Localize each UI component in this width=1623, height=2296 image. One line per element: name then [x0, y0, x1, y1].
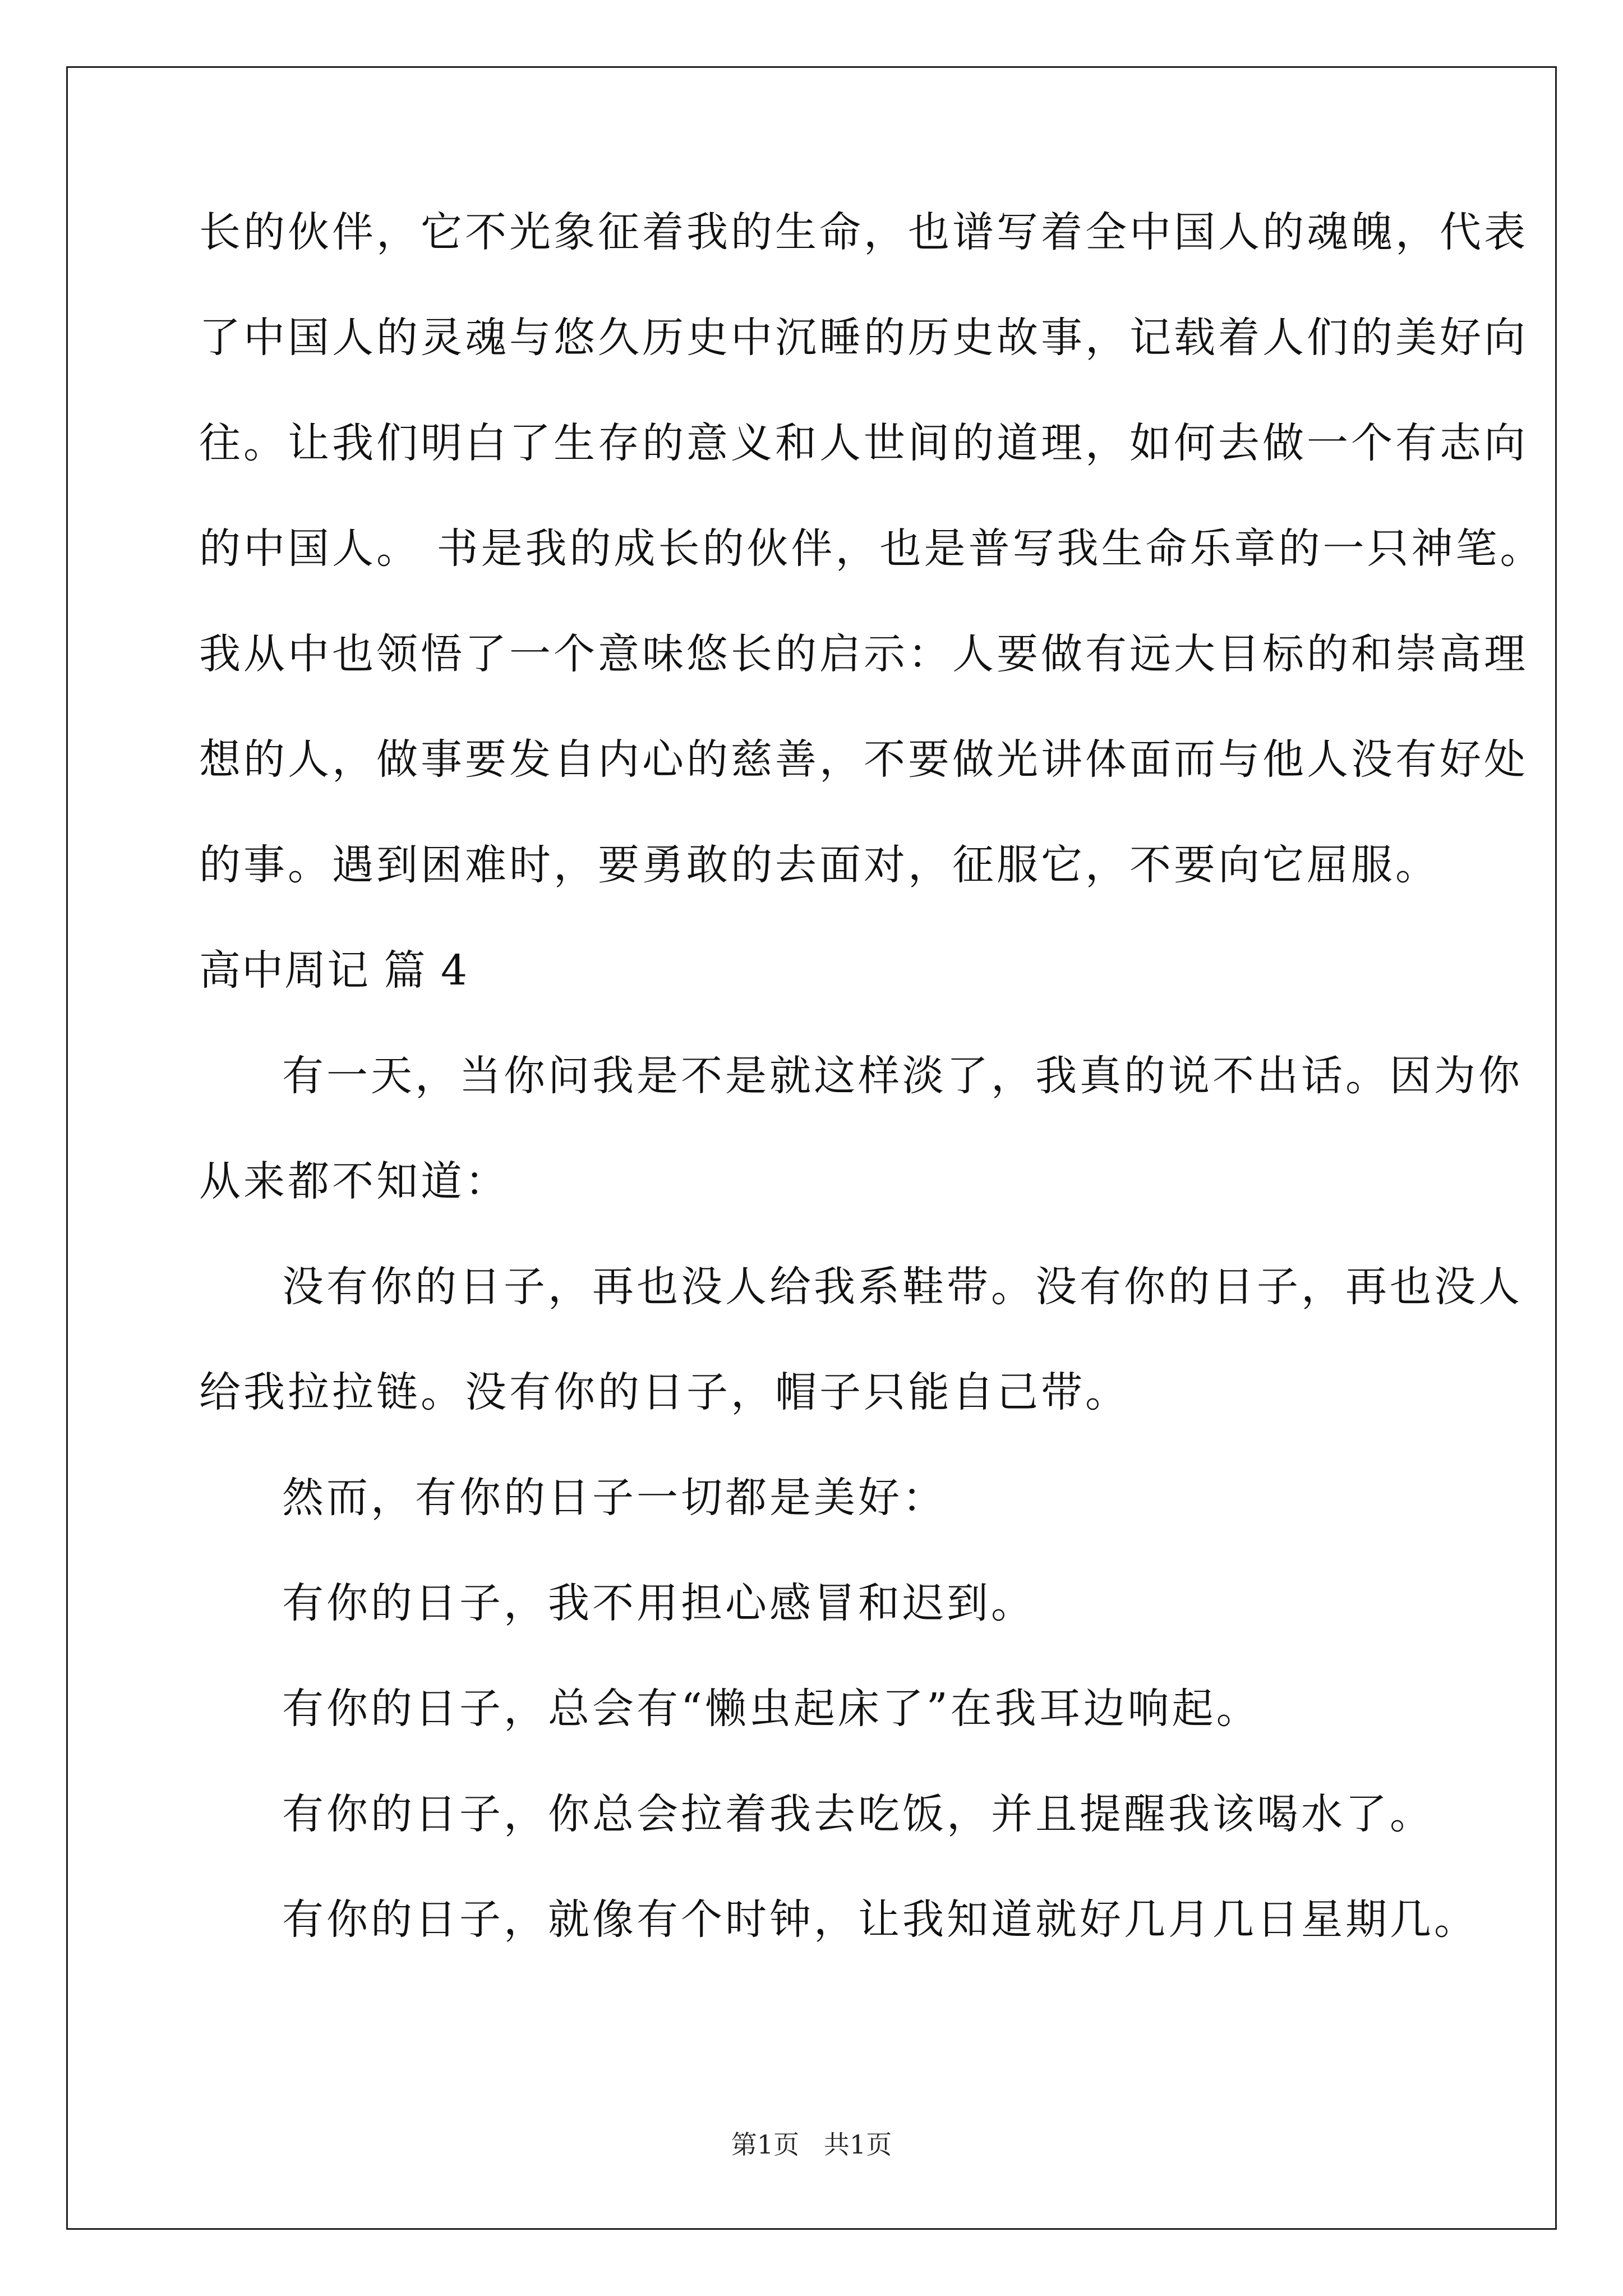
text-line: 然而，有你的日子一切都是美好： — [282, 1474, 947, 1522]
text-line: 了中国人的灵魂与悠久历史中沉睡的历史故事，记载着人们的美好向 — [199, 314, 1528, 362]
text-line: 有你的日子，我不用担心感冒和迟到。 — [282, 1579, 1035, 1627]
text-line: 有一天，当你问我是不是就这样淡了，我真的说不出话。因为你 — [282, 1052, 1523, 1100]
text-line: 的事。遇到困难时，要勇敢的去面对，征服它，不要向它屈服。 — [199, 841, 1440, 889]
page-footer — [0, 2129, 1623, 2160]
text-line: 的中国人。 书是我的成长的伙伴，也是普写我生命乐章的一只神笔。 — [199, 524, 1544, 573]
text-line: 没有你的日子，再也没人给我系鞋带。没有你的日子，再也没人 — [282, 1263, 1523, 1311]
text-line: 有你的日子，就像有个时钟，让我知道就好几月几日星期几。 — [282, 1895, 1478, 1944]
text-line: 长的伙伴，它不光象征着我的生命，也谱写着全中国人的魂魄，代表 — [199, 208, 1528, 256]
text-line: 往。让我们明白了生存的意义和人世间的道理，如何去做一个有志向 — [199, 419, 1528, 467]
text-line: 有你的日子，总会有“懒虫起床了”在我耳边响起。 — [282, 1685, 1261, 1733]
document-body — [199, 208, 1544, 2000]
text-line: 给我拉拉链。没有你的日子，帽子只能自己带。 — [199, 1368, 1129, 1416]
text-line: 想的人，做事要发自内心的慈善，不要做光讲体面而与他人没有好处 — [199, 735, 1528, 784]
text-line: 有你的日子，你总会拉着我去吃饭，并且提醒我该喝水了。 — [282, 1790, 1434, 1838]
page-number-label: 第1页 共1页 — [731, 2129, 892, 2160]
text-line: 从来都不知道： — [199, 1157, 509, 1205]
text-line: 我从中也领悟了一个意味悠长的启示：人要做有远大目标的和崇高理 — [199, 630, 1528, 678]
section-heading: 高中周记 篇 4 — [199, 946, 469, 995]
